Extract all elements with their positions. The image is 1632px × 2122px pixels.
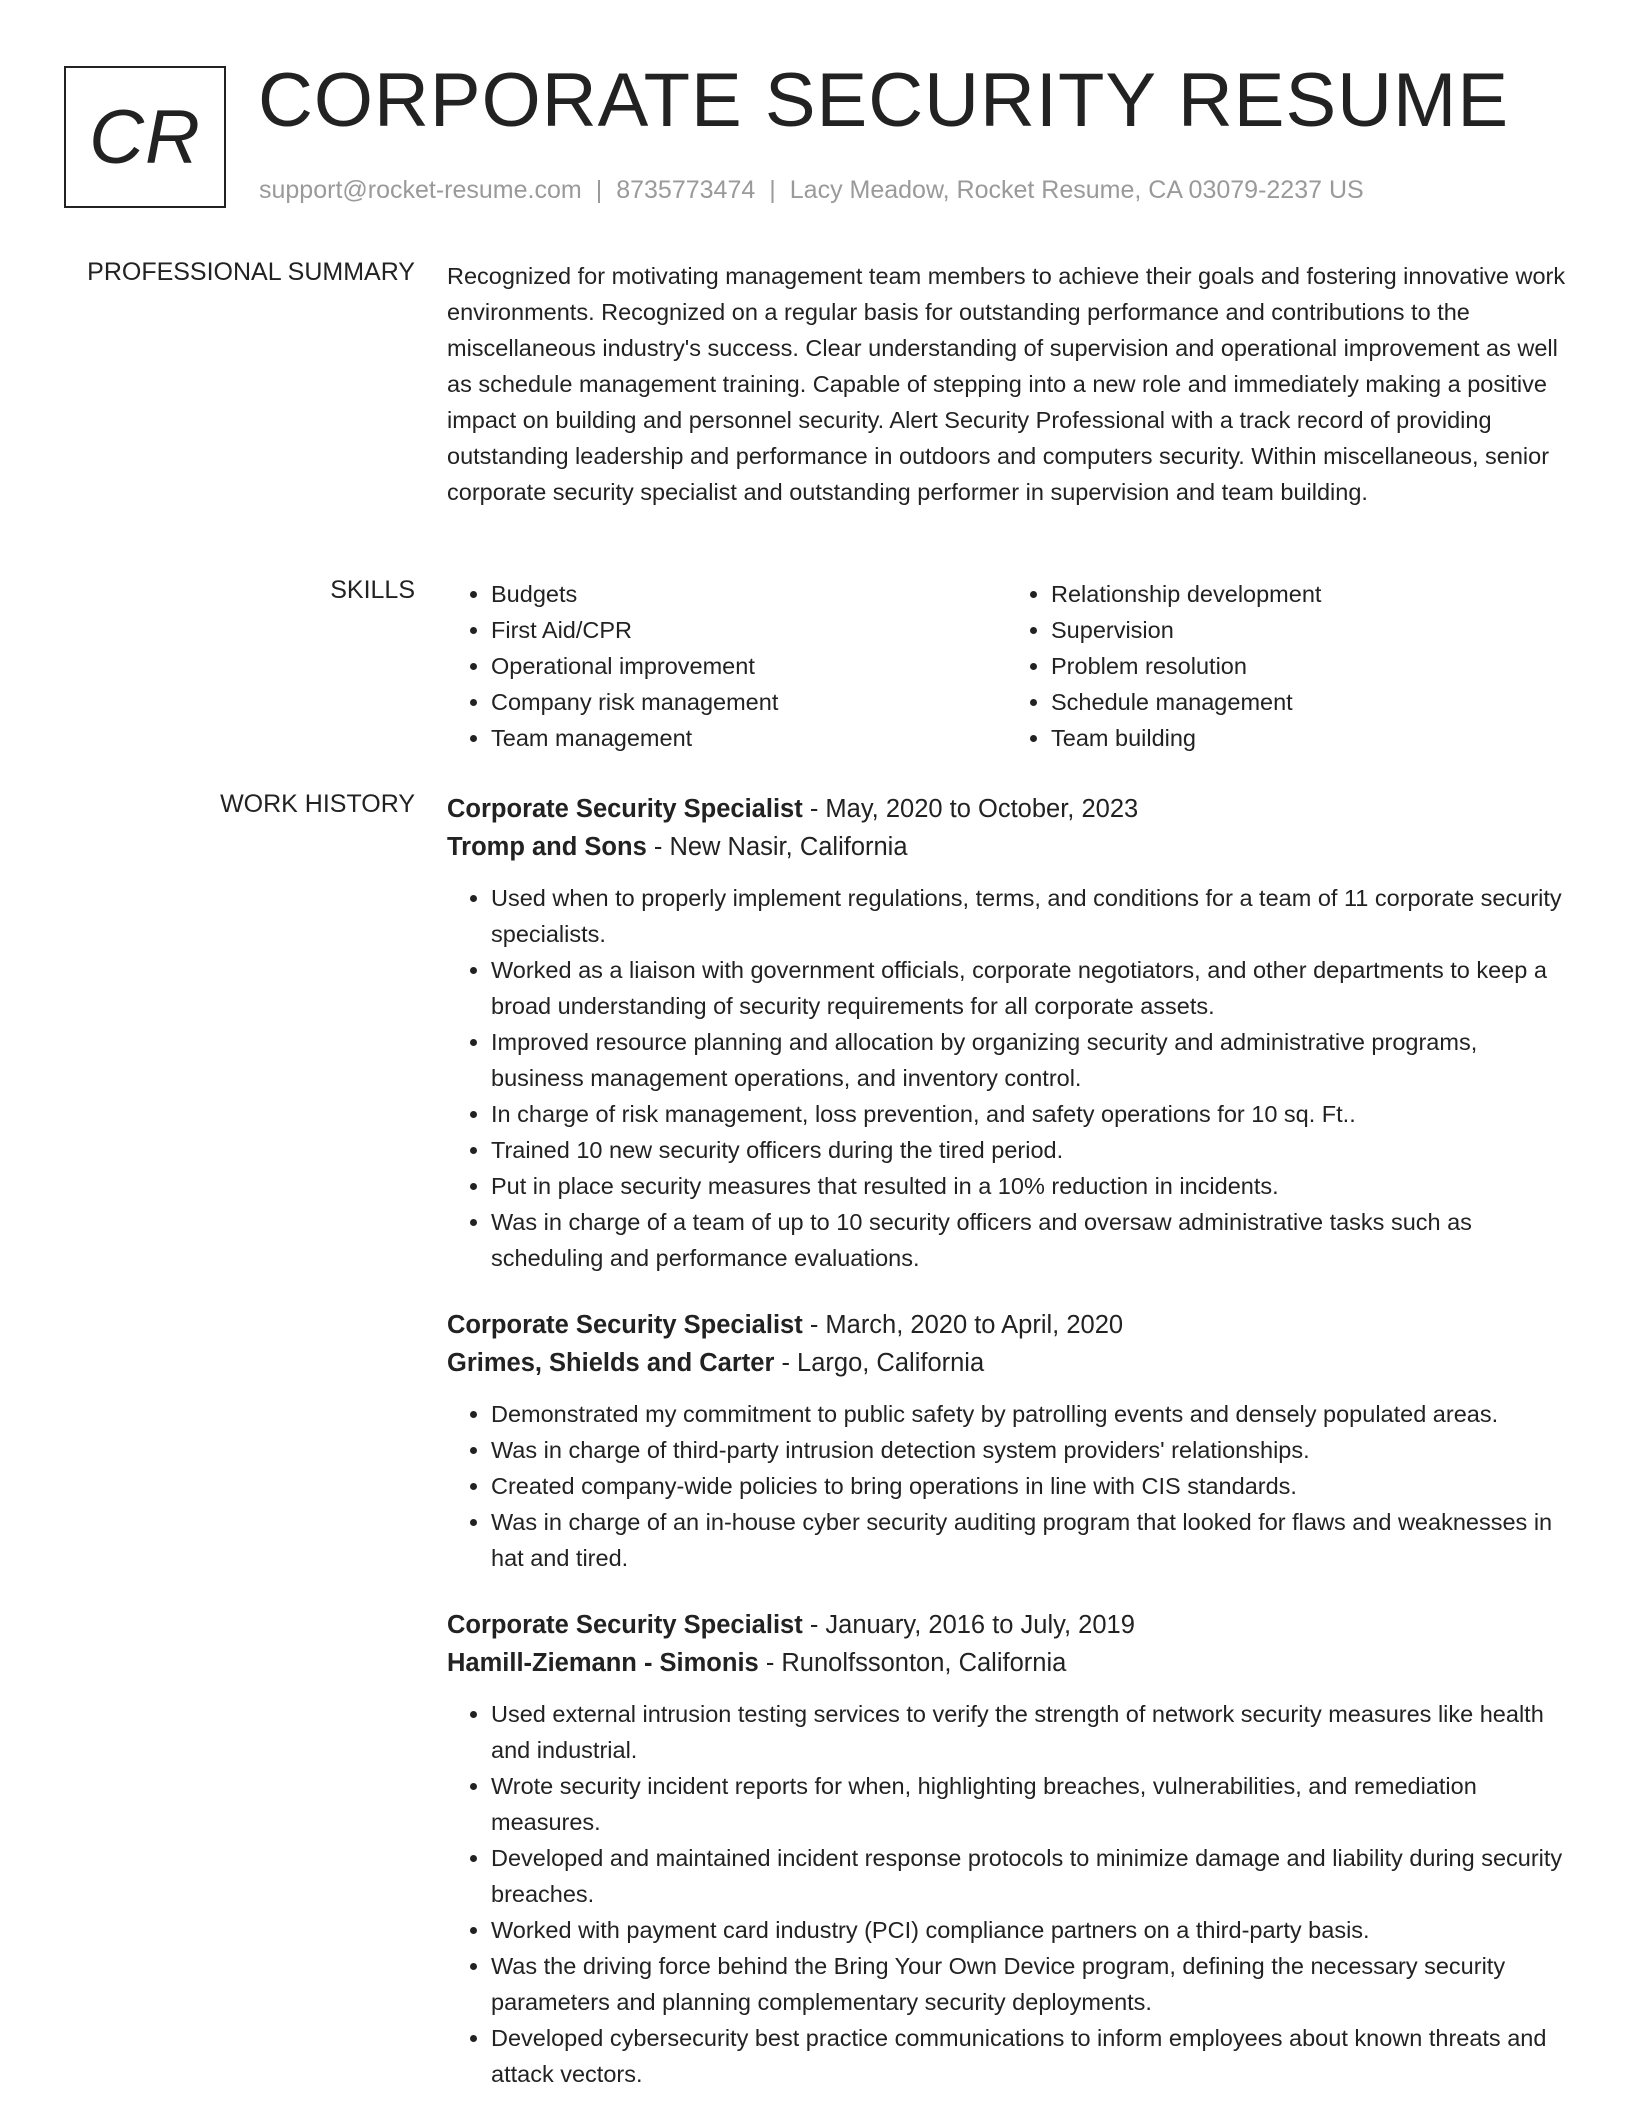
job-bullet: • Was in charge of a team of up to 10 security officers and oversaw administrative tasks such as scheduling and performance evaluations. (491, 1204, 1567, 1276)
skill-item: • Team building (1051, 720, 1567, 756)
job-dates: - January, 2016 to July, 2019 (809, 1611, 1135, 1639)
summary-body (447, 258, 1567, 510)
job-location: - Largo, California (781, 1349, 985, 1377)
skills-list-left (447, 576, 1007, 756)
skill-item: • Problem resolution (1051, 648, 1567, 684)
job-bullet: • Developed and maintained incident response protocols to minimize damage and liability during security breaches. (491, 1840, 1567, 1912)
skill-item: • Schedule management (1051, 684, 1567, 720)
skills-heading: SKILLS (330, 576, 415, 604)
job-bullet: • Used external intrusion testing services to verify the strength of network security measures like health and industrial. (491, 1696, 1567, 1768)
job-bullet: • In charge of risk management, loss prevention, and safety operations for 10 sq. Ft.. (491, 1096, 1567, 1132)
summary-heading: PROFESSIONAL SUMMARY (87, 258, 415, 286)
job-title: Corporate Security Specialist (447, 795, 803, 823)
job-entry (447, 1306, 1567, 1576)
job-bullets (447, 880, 1567, 1276)
job-bullet: • Created company-wide policies to bring operations in line with CIS standards. (491, 1468, 1567, 1504)
job-bullet: • Demonstrated my commitment to public safety by patrolling events and densely populated areas. (491, 1396, 1567, 1432)
job-title: Corporate Security Specialist (447, 1311, 803, 1339)
contact-email[interactable]: support@rocket-resume.com (259, 176, 582, 204)
job-bullet: • Put in place security measures that resulted in a 10% reduction in incidents. (491, 1168, 1567, 1204)
work-history-heading: WORK HISTORY (220, 790, 415, 818)
job-bullet: • Trained 10 new security officers during the tired period. (491, 1132, 1567, 1168)
job-dates: - March, 2020 to April, 2020 (809, 1311, 1124, 1339)
job-bullet: • Developed cybersecurity best practice communications to inform employees about known threats and attack vectors. (491, 2020, 1567, 2092)
contact-phone[interactable]: 8735773474 (616, 176, 756, 204)
job-entry (447, 1606, 1567, 2092)
skill-item: • First Aid/CPR (491, 612, 1007, 648)
job-title-line (447, 1606, 1567, 1644)
work-history-body (447, 790, 1567, 2122)
job-company-line (447, 828, 1567, 866)
job-dates: - May, 2020 to October, 2023 (809, 795, 1139, 823)
job-title-line (447, 790, 1567, 828)
job-title-line (447, 1306, 1567, 1344)
job-company: Hamill-Ziemann - Simonis (447, 1649, 759, 1677)
skill-item: • Team management (491, 720, 1007, 756)
job-bullet: • Was in charge of third-party intrusion detection system providers' relationships. (491, 1432, 1567, 1468)
job-bullet: • Worked with payment card industry (PCI) compliance partners on a third-party basis. (491, 1912, 1567, 1948)
initials: CR (89, 94, 201, 180)
contact-separator: | (769, 176, 776, 204)
job-bullets (447, 1396, 1567, 1576)
resume-title: CORPORATE SECURITY RESUME (258, 58, 1510, 143)
skills-grid (447, 576, 1567, 756)
job-bullets (447, 1696, 1567, 2092)
job-bullet: • Improved resource planning and allocation by organizing security and administrative programs, business management operations, and inventory control. (491, 1024, 1567, 1096)
job-location: - New Nasir, California (653, 833, 908, 861)
skill-item: • Operational improvement (491, 648, 1007, 684)
skill-item: • Budgets (491, 576, 1007, 612)
job-bullet: • Worked as a liaison with government officials, corporate negotiators, and other departments to keep a broad understanding of security requirements for all corporate assets. (491, 952, 1567, 1024)
skill-item: • Company risk management (491, 684, 1007, 720)
skill-item: • Supervision (1051, 612, 1567, 648)
job-title: Corporate Security Specialist (447, 1611, 803, 1639)
job-company-line (447, 1344, 1567, 1382)
skills-list-right (1007, 576, 1567, 756)
job-bullet: • Wrote security incident reports for when, highlighting breaches, vulnerabilities, and remediation measures. (491, 1768, 1567, 1840)
summary-text: Recognized for motivating management team members to achieve their goals and fostering innovative work environments. Recognized on a regular basis for outstanding performance and contributions to the miscellaneous industry's success. Clear understanding of supervision and operational improvement as well as schedule management training. Capable of stepping into a new role and immediately making a positive impact on building and personnel security. Alert Security Professional with a track record of providing outstanding leadership and performance in outdoors and computers security. Within miscellaneous, senior corporate security specialist and outstanding performer in supervision and team building. (447, 263, 1566, 505)
contact-address: Lacy Meadow, Rocket Resume, CA 03079-2237 US (789, 176, 1364, 204)
job-company-line (447, 1644, 1567, 1682)
job-company: Tromp and Sons (447, 833, 647, 861)
job-company: Grimes, Shields and Carter (447, 1349, 775, 1377)
job-bullet: • Was the driving force behind the Bring Your Own Device program, defining the necessary security parameters and planning complementary security deployments. (491, 1948, 1567, 2020)
job-bullet: • Was in charge of an in-house cyber security auditing program that looked for flaws and weaknesses in hat and tired. (491, 1504, 1567, 1576)
contact-line (259, 176, 1364, 205)
skill-item: • Relationship development (1051, 576, 1567, 612)
job-location: - Runolfssonton, California (765, 1649, 1067, 1677)
job-entry (447, 790, 1567, 1276)
monogram-logo (64, 66, 226, 208)
contact-separator: | (595, 176, 603, 204)
job-bullet: • Used when to properly implement regulations, terms, and conditions for a team of 11 corporate security specialists. (491, 880, 1567, 952)
